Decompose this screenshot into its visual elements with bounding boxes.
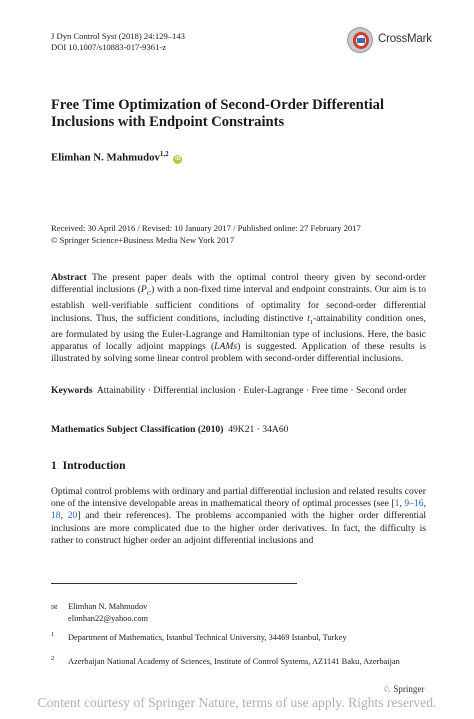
author-name[interactable]: Elimhan N. Mahmudov	[51, 151, 160, 164]
author-line	[51, 150, 182, 164]
orcid-icon[interactable]: iD	[175, 155, 181, 162]
publication-dates	[51, 223, 361, 246]
crossmark-icon	[347, 27, 373, 53]
keywords-label: Keywords	[51, 385, 93, 396]
keywords-text: Attainability · Differential inclusion · Euler-Lagrange · Free time · Second order	[96, 385, 407, 396]
citation-link[interactable]: 9–16	[404, 498, 424, 510]
section-heading-introduction	[51, 459, 126, 472]
journal-citation: J Dyn Control Syst (2018) 24:129–143	[51, 31, 185, 41]
publisher-logo	[383, 684, 424, 695]
copyright-line: © Springer Science+Business Media New York 2017	[51, 234, 234, 245]
msc-codes: 49K21 · 34A60	[228, 424, 289, 435]
envelope-icon: ✉	[51, 603, 58, 612]
crossmark-label: CrossMark	[378, 33, 432, 45]
contact-name: Elimhan N. Mahmudov	[68, 602, 148, 611]
author-affiliation-marks: 1,2	[159, 150, 169, 158]
springer-horse-icon: ♘	[383, 685, 392, 695]
watermark: Content courtesy of Springer Nature, terms of use apply. Rights reserved.	[37, 695, 437, 710]
footnote-text: Department of Mathematics, Istanbul Technical University, 34469 Istanbul, Turkey	[68, 633, 347, 642]
introduction-paragraph: Optimal control problems with ordinary and partial differential inclusion and related results cover one of the intensive developable areas in mathematical theory of optimal processes (see [1, 9–16, 18, 20] and their references). The problems accompanied with the higher order differential inclusions are more complicated due to the higher order derivatives. In fact, the difficulty is rather to construct higher order an adjoint differential inclusions and	[51, 486, 427, 546]
crossmark-badge[interactable]	[347, 27, 443, 53]
citation-link[interactable]: 20	[67, 510, 78, 522]
footnote-text: Azerbaijan National Academy of Sciences, Institute of Control Systems, AZ1141 Baku, Azerbaijan	[68, 657, 400, 666]
abstract-label: Abstract	[51, 272, 87, 283]
footnote-divider	[51, 583, 297, 584]
contact-email[interactable]: elimhan22@yahoo.com	[68, 613, 149, 623]
section-number: 1	[51, 459, 57, 472]
publisher-name: Springer	[393, 684, 425, 694]
section-title: Introduction	[62, 459, 126, 472]
paper-title	[51, 97, 431, 130]
abstract: Abstract The present paper deals with the optimal control theory given by second-order differential inclusions $(P_C)$ with a non-fixed time interval and endpoint constraints. Our aim is to establish well-verifiable sufficient conditions of optimality for second-order differential inclusions. Thus, the sufficient conditions, including distinctive $t_1$-attainability condition ones, are formulated by using the Euler-Lagrange and Hamiltonian type of inclusions. Here, the basic apparatus of locally adjoint mappings (LAMs) is suggested. Application of these results is illustrated by solving some linear control problem with second-order differential inclusions.	[51, 272, 426, 365]
article-history: Received: 30 April 2016 / Revised: 10 January 2017 / Published online: 27 February 2017	[51, 223, 361, 233]
footnote-number: 1	[51, 631, 55, 638]
msc-label: Mathematics Subject Classification (2010)	[51, 424, 224, 435]
journal-doi[interactable]: DOI 10.1007/s10883-017-9361-z	[51, 42, 167, 52]
journal-header	[51, 31, 185, 53]
title-line-1: Free Time Optimization of Second-Order Differential	[51, 97, 385, 113]
msc-classification	[51, 424, 288, 435]
title-line-2: Inclusions with Endpoint Constraints	[51, 113, 285, 130]
citation-link[interactable]: 1	[394, 498, 400, 510]
footnote-number: 2	[51, 655, 55, 662]
citation-link[interactable]: 18	[51, 510, 61, 522]
keywords	[51, 385, 426, 397]
